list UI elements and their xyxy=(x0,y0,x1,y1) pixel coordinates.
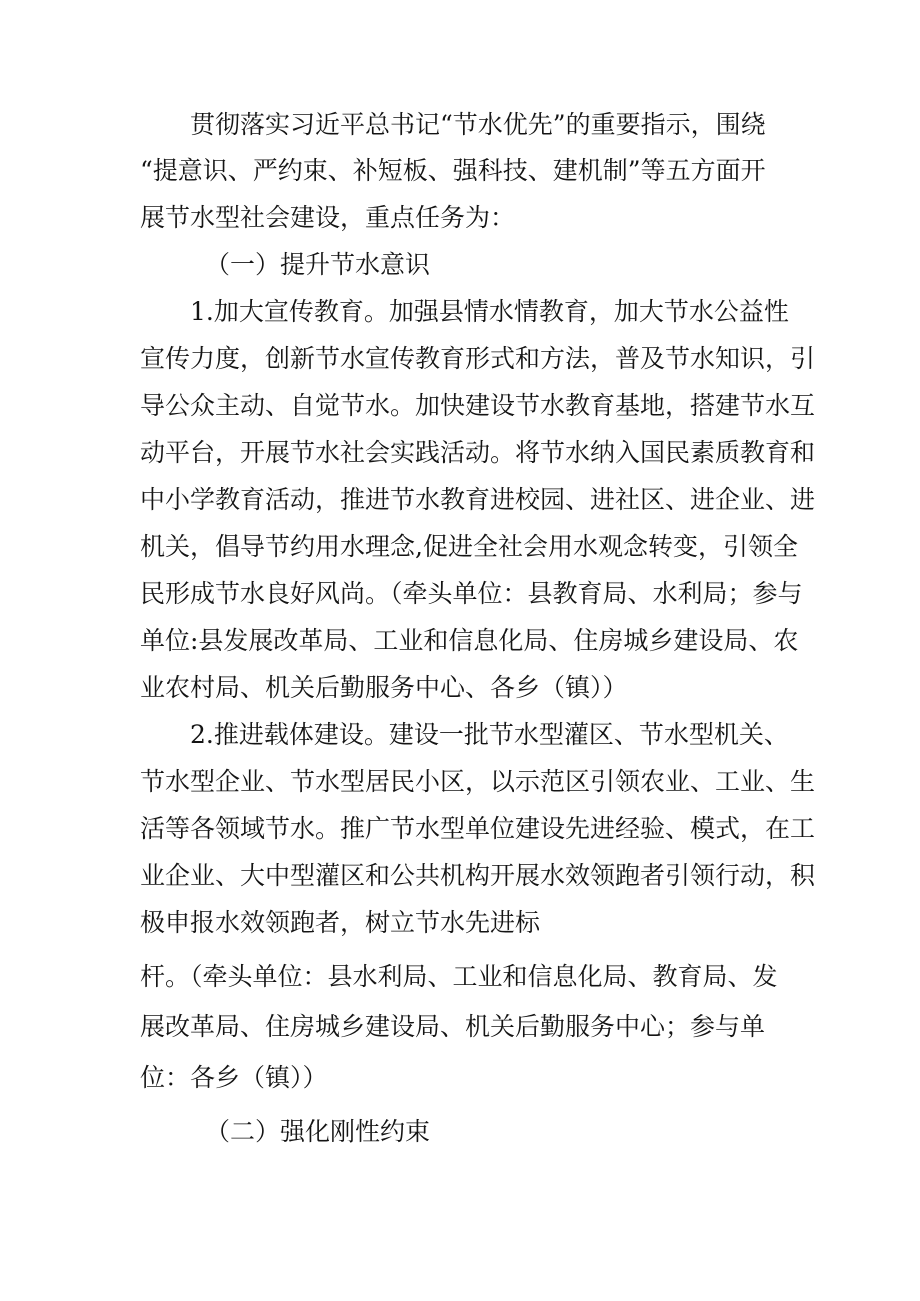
section-heading-2: （二）强化刚性约束 xyxy=(205,1117,431,1146)
paragraph-2-line-9: 业农村局、机关后勤服务中心、各乡（镇）） xyxy=(140,673,628,702)
paragraph-3-line-8: 位：各乡（镇）） xyxy=(140,1063,328,1092)
paragraph-2-line-8: 单位:县发展改革局、工业和信息化局、住房城乡建设局、农 xyxy=(140,626,799,655)
paragraph-2-line-6: 机关，倡导节约用水理念,促进全社会用水观念转变，引领全 xyxy=(140,532,798,561)
paragraph-2-line-7: 民形成节水良好风尚。（牵头单位：县教育局、水利局；参与 xyxy=(140,579,803,608)
paragraph-2-line-5: 中小学教育活动，推进节水教育进校园、进社区、进企业、进 xyxy=(140,485,816,514)
paragraph-1-line-3: 展节水型社会建设，重点任务为： xyxy=(140,203,516,232)
paragraph-2-line-3: 导公众主动、自觉节水。加快建设节水教育基地，搭建节水互 xyxy=(140,391,816,420)
section-heading-1: （一）提升节水意识 xyxy=(205,250,431,279)
paragraph-2-line-4: 动平台，开展节水社会实践活动。将节水纳入国民素质教育和 xyxy=(140,438,816,467)
paragraph-3-line-6: 杆。（牵头单位：县水利局、工业和信息化局、教育局、发 xyxy=(140,962,778,991)
paragraph-3-line-3: 活等各领域节水。推广节水型单位建设先进经验、模式，在工 xyxy=(140,814,816,843)
paragraph-1-line-2: “提意识、严约束、补短板、强科技、建机制”等五方面开 xyxy=(140,156,766,185)
paragraph-2-line-2: 宣传力度，创新节水宣传教育形式和方法，普及节水知识，引 xyxy=(140,344,816,373)
paragraph-3-line-7: 展改革局、住房城乡建设局、机关后勤服务中心；参与单 xyxy=(140,1012,766,1041)
paragraph-2-line-1: 1.加大宣传教育。加强县情水情教育，加大节水公益性 xyxy=(190,297,789,326)
paragraph-3-line-2: 节水型企业、节水型居民小区，以示范区引领农业、工业、生 xyxy=(140,767,816,796)
paragraph-3-line-5: 极申报水效领跑者，树立节水先进标 xyxy=(140,908,541,937)
paragraph-3-line-4: 业企业、大中型灌区和公共机构开展水效领跑者引领行动，积 xyxy=(140,861,816,890)
paragraph-1-line-1: 贯彻落实习近平总书记“节水优先”的重要指示，围绕 xyxy=(190,110,766,139)
paragraph-3-line-1: 2.推进载体建设。建设一批节水型灌区、节水型机关、 xyxy=(190,720,789,749)
